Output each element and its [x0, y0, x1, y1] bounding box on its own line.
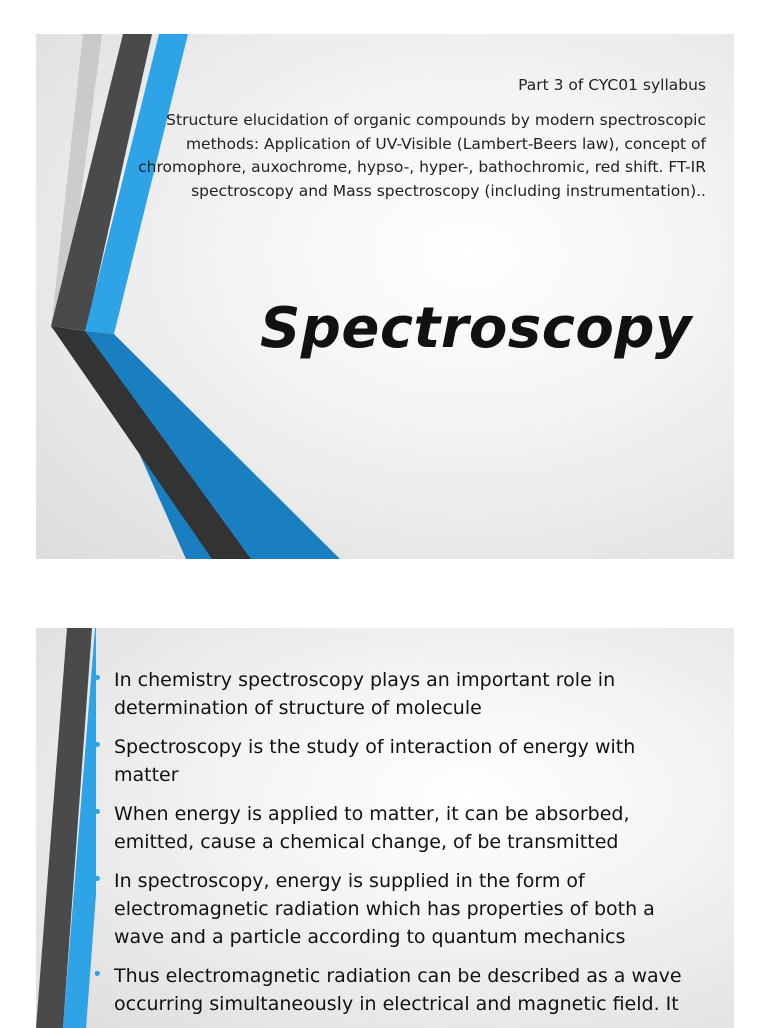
- syllabus-description: Structure elucidation of organic compounds by modern spectroscopic methods: Application of UV-Visible (Lambert-Beers law), concept of chromophore, auxochrome, hypso-, hyper-, bathochromic, red shift. FT-IR spectroscopy and Mass spectroscopy (including instrumentation)..: [138, 111, 706, 200]
- bullet-list: [92, 666, 692, 1028]
- content-slide: [36, 628, 734, 1028]
- bullet-text: In chemistry spectroscopy plays an important role in determination of structure of molecule: [114, 669, 616, 719]
- bullet-dot-icon: •: [92, 964, 103, 985]
- bullet-item: [92, 666, 692, 722]
- slide-title: Spectroscopy: [259, 296, 692, 361]
- bullet-item: [92, 962, 692, 1018]
- bullet-item: [92, 800, 692, 856]
- bullet-item: [92, 733, 692, 789]
- bullet-item: [92, 867, 692, 951]
- bullet-text: Thus electromagnetic radiation can be described as a wave occurring simultaneously in electrical and magnetic field. It: [114, 965, 682, 1015]
- bullet-dot-icon: •: [92, 735, 103, 756]
- syllabus-part-label: Part 3 of CYC01 syllabus: [518, 76, 706, 94]
- bullet-dot-icon: •: [92, 802, 103, 823]
- bullet-text: Spectroscopy is the study of interaction of energy with matter: [114, 736, 636, 786]
- bullet-text: When energy is applied to matter, it can be absorbed, emitted, cause a chemical change, of be transmitted: [114, 803, 630, 853]
- bullet-text: In spectroscopy, energy is supplied in the form of electromagnetic radiation which has properties of both a wave and a particle according to quantum mechanics: [114, 870, 655, 948]
- bullet-dot-icon: •: [92, 668, 103, 689]
- bar-decoration: [36, 628, 96, 1028]
- title-slide: [36, 34, 734, 559]
- bullet-dot-icon: •: [92, 869, 103, 890]
